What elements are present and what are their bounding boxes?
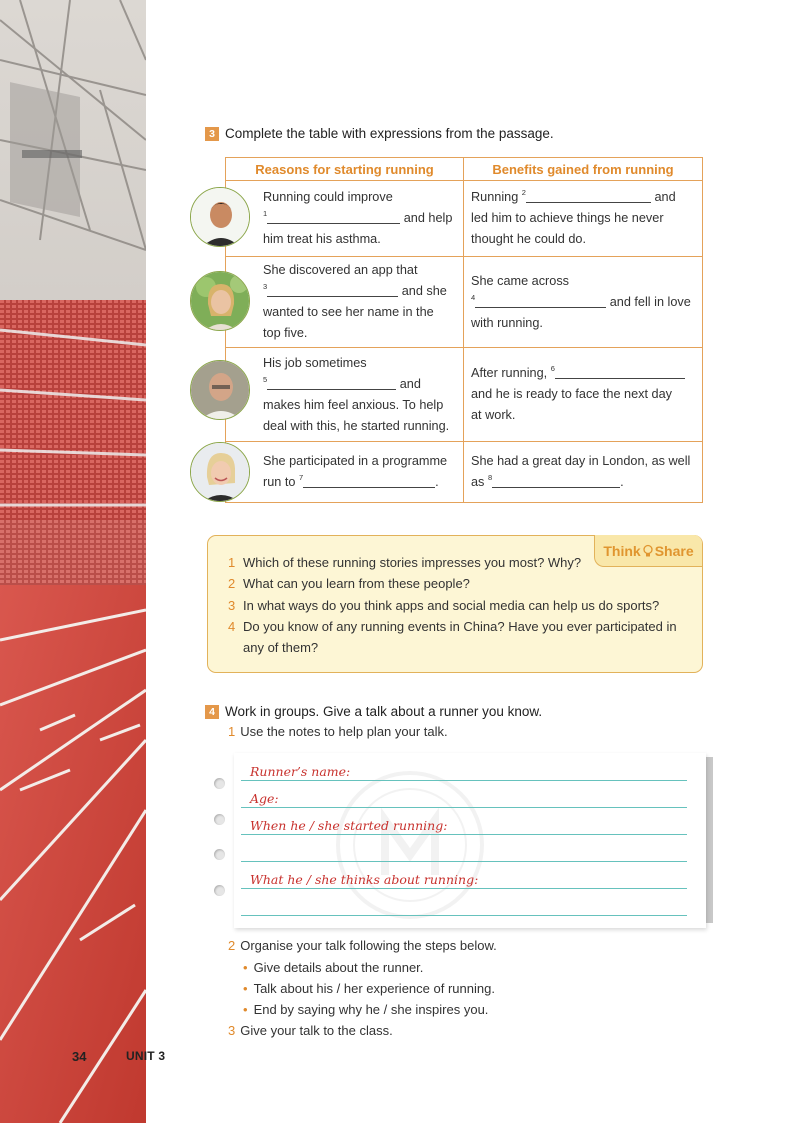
reason-cell: Running could improve $^1$ and help him treat his asthma. [226,181,464,257]
binder-hole [214,778,225,789]
note-line [241,834,687,835]
page-number: 34 [72,1049,87,1064]
step-3: 3 Give your talk to the class. [228,1023,393,1038]
note-label-age[interactable]: Age: [250,791,279,806]
table-row [226,348,703,442]
table-row [226,181,703,257]
note-line [241,861,687,862]
note-line [241,780,687,781]
benefit-cell: She came across $^4$ and fell in love with running. [464,257,703,348]
note-line [241,807,687,808]
exercise-3-instruction: 3 Complete the table with expressions from the passage. [205,126,554,141]
step-1: 1 Use the notes to help plan your talk. [228,724,448,739]
table-row [226,442,703,503]
note-label-started[interactable]: When he / she started running: [250,818,448,833]
answer-blank-5[interactable] [267,376,396,390]
note-line [241,915,687,916]
exercise-4-instruction: 4 Work in groups. Give a talk about a runner you know. [205,704,542,719]
answer-blank-1[interactable] [267,210,400,224]
benefit-cell: After running, $^6$ and he is ready to face the next day at work. [464,348,703,442]
answer-blank-2[interactable] [526,189,651,203]
note-line [241,888,687,889]
answer-blank-4[interactable] [475,294,606,308]
list-item: • End by saying why he / she inspires you. [243,1002,489,1017]
exercise-number-badge: 3 [205,127,219,141]
answer-blank-7[interactable] [303,474,435,488]
note-label-name[interactable]: Runner’s name: [250,764,351,779]
binder-hole [214,849,225,860]
think-question: 2 What can you learn from these people? [228,576,470,591]
binder-hole [214,814,225,825]
avatar-woman-blonde [190,271,250,331]
avatar-bald-man [190,360,250,420]
think-question: 3 In what ways do you think apps and social media can help us do sports? [228,598,660,613]
reason-cell: She participated in a programme run to $^7$ . [226,442,464,503]
reasons-benefits-table [225,157,703,503]
lightbulb-icon [642,537,654,551]
think-question: 4 Do you know of any running events in China? Have you ever participated in any of them? [228,619,677,655]
think-share-label: Think Share [594,535,702,567]
list-item: • Give details about the runner. [243,960,424,975]
benefit-cell: She had a great day in London, as well as $^8$ . [464,442,703,503]
benefit-cell: Running $^2$ and led him to achieve things he never thought he could do. [464,181,703,257]
reason-cell: His job sometimes $^5$ and makes him feel anxious. To help deal with this, he started running. [226,348,464,442]
answer-blank-6[interactable] [555,365,685,379]
answer-blank-8[interactable] [492,474,620,488]
note-label-thinks[interactable]: What he / she thinks about running: [250,872,479,887]
exercise-number-badge: 4 [205,705,219,719]
think-question: 1 Which of these running stories impresses you most? Why? [228,555,582,570]
list-item: • Talk about his / her experience of running. [243,981,495,996]
answer-blank-3[interactable] [267,283,398,297]
table-row [226,257,703,348]
column-header-benefits: Benefits gained from running [464,158,703,181]
stadium-photo [0,0,146,1123]
reason-cell: She discovered an app that $^3$ and she wanted to see her name in the top five. [226,257,464,348]
watermark-seal [330,765,490,925]
step-2: 2 Organise your talk following the steps below. [228,938,497,953]
avatar-woman-smiling [190,442,250,502]
unit-label: UNIT 3 [126,1049,166,1063]
binder-hole [214,885,225,896]
notebook-edge [706,757,713,923]
avatar-young-man [190,187,250,247]
column-header-reasons: Reasons for starting running [226,158,464,181]
